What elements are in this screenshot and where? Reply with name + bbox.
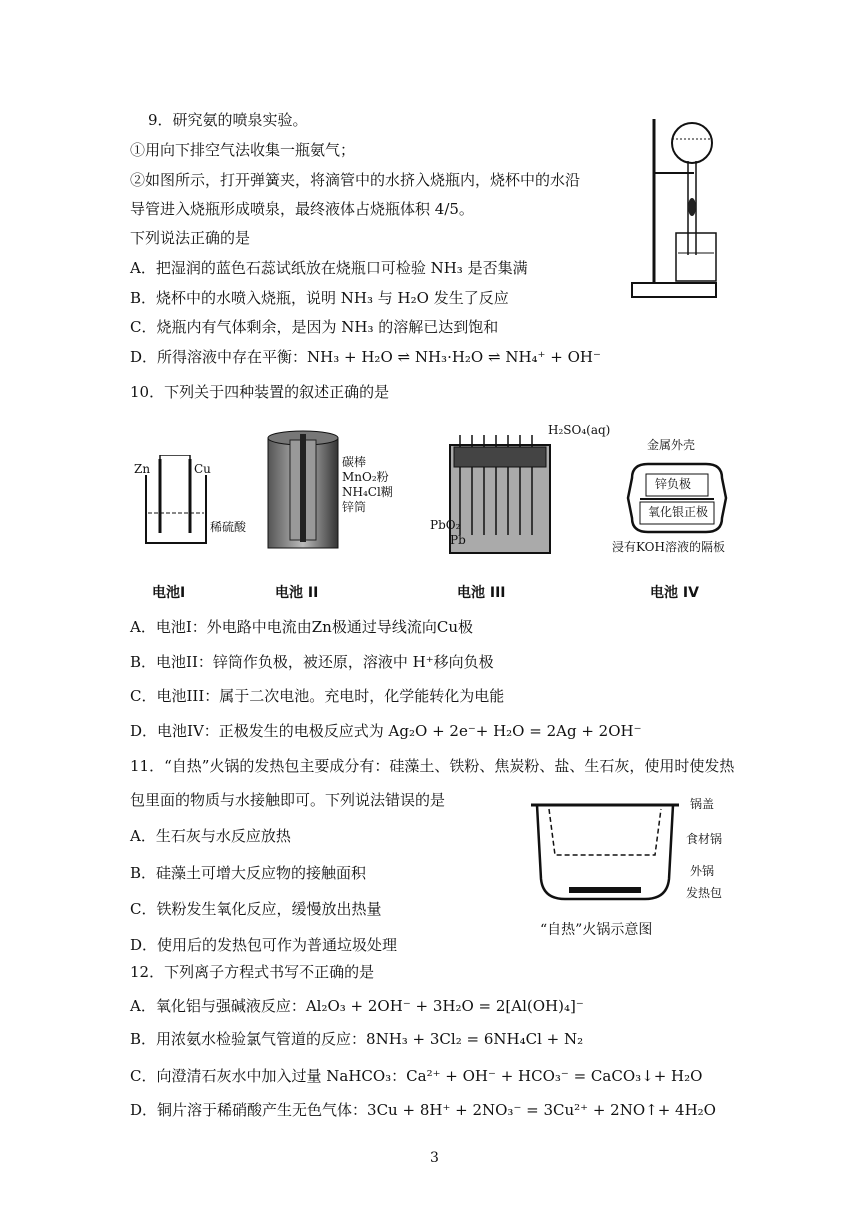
cell2-label-4: 锌筒 [342,500,367,514]
cell1-caption: 电池I [152,585,186,601]
cell-2-figure [264,430,344,555]
hotpot-lid-label: 锅盖 [690,797,715,811]
cell3-pb-label: Pb [450,533,466,547]
q9-step2b: 导管进入烧瓶形成喷泉，最终液体占烧瓶体积 4/5。 [130,200,474,218]
q9-prompt: 下列说法正确的是 [130,229,251,247]
q10-option-d: D．电池IV：正极发生的电极反应式为 Ag₂O + 2e⁻+ H₂O = 2Ag + 2OH⁻ [130,722,642,740]
cell2-label-3: NH₄Cl糊 [342,485,393,499]
q12-option-b: B．用浓氨水检验氯气管道的反应：8NH₃ + 3Cl₂ = 6NH₄Cl + N₂ [130,1030,584,1048]
q10-option-c: C．电池III：属于二次电池。充电时，化学能转化为电能 [130,687,505,705]
hotpot-inner-label: 食材锅 [686,832,723,846]
q9-title: 9．研究氨的喷泉实验。 [148,111,308,129]
cell4-separator-label: 浸有KOH溶液的隔板 [612,540,725,554]
cell3-pbo2-label: PbO₂ [430,518,461,532]
q11-option-b: B．硅藻土可增大反应物的接触面积 [130,864,367,882]
fountain-apparatus-figure [624,115,724,305]
cell1-cu-label: Cu [194,462,211,476]
q9-option-d: D．所得溶液中存在平衡：NH₃ + H₂O ⇌ NH₃·H₂O ⇌ NH₄⁺ + OH⁻ [130,348,601,366]
q9-step2a: ②如图所示，打开弹簧夹，将滴管中的水挤入烧瓶内，烧杯中的水沿 [130,171,581,189]
q10-option-b: B．电池II：锌筒作负极，被还原，溶液中 H⁺移向负极 [130,653,494,671]
q10-option-a: A．电池I：外电路中电流由Zn极通过导线流向Cu极 [130,618,473,636]
q9-option-a: A．把湿润的蓝色石蕊试纸放在烧瓶口可检验 NH₃ 是否集满 [130,259,528,277]
page-number: 3 [430,1150,439,1166]
cell2-caption: 电池 II [275,585,319,601]
cell4-caption: 电池 IV [650,585,699,601]
cell4-negative-label: 锌负极 [655,477,692,491]
cell-4-figure [622,458,732,538]
cell3-acid-label: H₂SO₄(aq) [548,423,611,437]
q11-title-cont: 包里面的物质与水接触即可。下列说法错误的是 [130,791,446,809]
q10-title: 10．下列关于四种装置的叙述正确的是 [130,383,390,401]
q9-option-c: C．烧瓶内有气体剩余，是因为 NH₃ 的溶解已达到饱和 [130,318,499,336]
q12-option-c: C．向澄清石灰水中加入过量 NaHCO₃：Ca²⁺ + OH⁻ + HCO₃⁻ = CaCO₃↓+ H₂O [130,1067,703,1085]
q11-option-d: D．使用后的发热包可作为普通垃圾处理 [130,936,398,954]
q11-option-a: A．生石灰与水反应放热 [130,827,291,845]
cell1-zn-label: Zn [134,462,151,476]
hotpot-outer-label: 外锅 [690,864,715,878]
hotpot-caption: “自热”火锅示意图 [540,922,653,938]
hotpot-pack-label: 发热包 [686,886,723,900]
q11-title: 11．“自热”火锅的发热包主要成分有：硅藻土、铁粉、焦炭粉、盐、生石灰，使用时使发热 [130,757,735,775]
cell1-acid-label: 稀硫酸 [210,520,247,534]
q9-option-b: B．烧杯中的水喷入烧瓶，说明 NH₃ 与 H₂O 发生了反应 [130,289,509,307]
q11-option-c: C．铁粉发生氧化反应，缓慢放出热量 [130,900,382,918]
cell2-label-1: 碳棒 [342,455,367,469]
q12-title: 12．下列离子方程式书写不正确的是 [130,963,375,981]
cell3-caption: 电池 III [457,585,506,601]
hotpot-figure [525,795,685,905]
q12-option-d: D．铜片溶于稀硝酸产生无色气体：3Cu + 8H⁺ + 2NO₃⁻ = 3Cu²⁺ + 2NO↑+ 4H₂O [130,1101,716,1119]
cell4-shell-label: 金属外壳 [647,438,696,452]
q9-step1: ①用向下排空气法收集一瓶氨气； [130,141,356,159]
cell4-positive-label: 氧化银正极 [648,505,709,519]
cell2-label-2: MnO₂粉 [342,470,389,484]
q12-option-a: A．氧化铝与强碱液反应：Al₂O₃ + 2OH⁻ + 3H₂O = 2[Al(OH)₄]⁻ [130,997,584,1015]
